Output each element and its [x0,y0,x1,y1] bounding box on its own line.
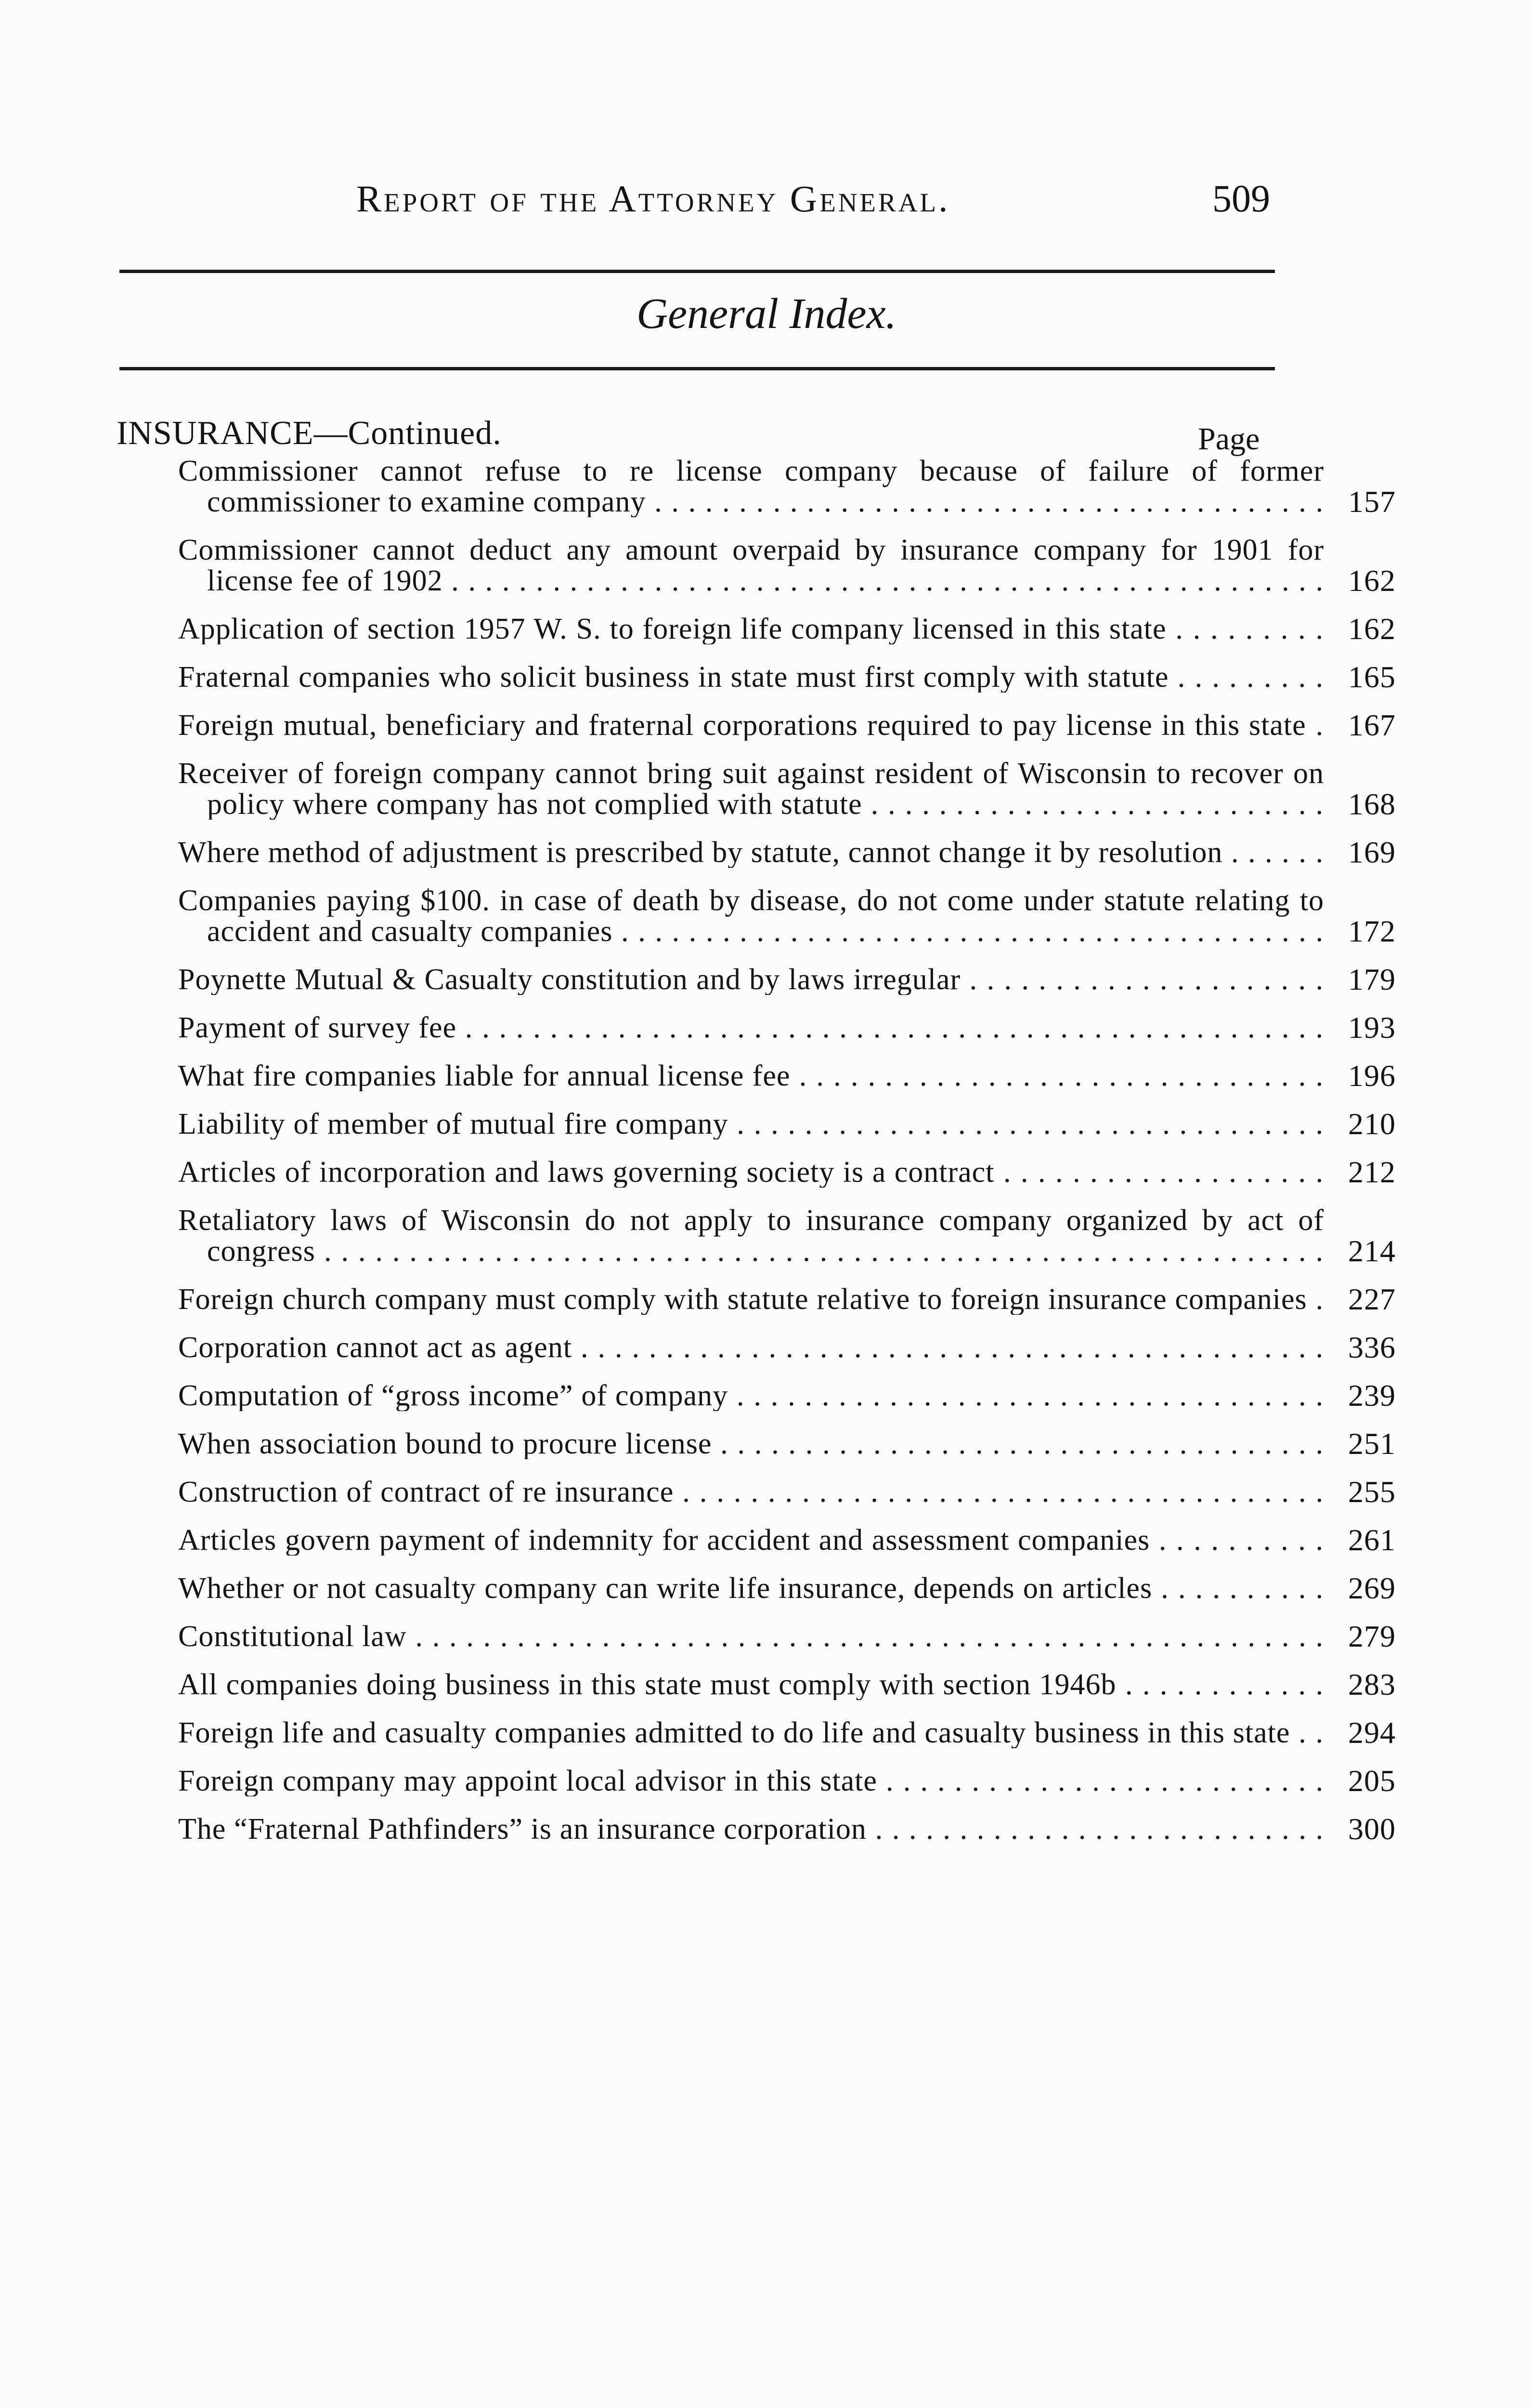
index-entry [178,710,1454,741]
index-entry [178,1060,1454,1091]
page-column-label: Page [1198,421,1260,457]
index-entry-page: 227 [1348,1282,1396,1316]
index-entry [178,614,1454,644]
index-entry-page: 193 [1348,1010,1396,1045]
index-entry-text: Retaliatory laws of Wisconsin do not apply to insurance company organized by act of congress . . . [178,1205,1324,1267]
entry-text-wrap [178,1060,1324,1091]
index-entry-page: 196 [1348,1059,1396,1093]
index-entry-text: Liability of member of mutual fire company . . . [178,1109,1324,1139]
index-entry [178,837,1454,868]
index-entry [178,1332,1454,1363]
index-entry [178,964,1454,995]
index-entry-page: 255 [1348,1475,1396,1509]
entry-text-wrap [178,837,1324,868]
index-entry-page: 205 [1348,1764,1396,1798]
index-entry-text: Payment of survey fee . . . [178,1012,1324,1043]
index-entry [178,885,1454,947]
entry-text-wrap [178,1573,1324,1604]
index-entry-page: 336 [1348,1330,1396,1364]
index-entry-page: 157 [1348,484,1396,519]
index-entry-page: 279 [1348,1619,1396,1653]
index-entry-page: 162 [1348,563,1396,598]
index-entry-text: Whether or not casualty company can write life insurance, depends on articles . . . [178,1573,1324,1604]
index-entry [178,758,1454,820]
entry-text-wrap [178,1284,1324,1315]
section-heading: General Index. [637,290,896,338]
index-entry-page: 167 [1348,708,1396,742]
index-entry [178,1012,1454,1043]
index-entry-text: Companies paying $100. in case of death by disease, do not come under statute relating to accident and casualty companies . . . [178,885,1324,947]
entry-text-wrap [178,885,1324,947]
index-entry-text: Application of section 1957 W. S. to foreign life company licensed in this state . . . [178,614,1324,644]
index-entry-text: All companies doing business in this state must comply with section 1946b . . . [178,1669,1324,1700]
index-entry [178,456,1454,517]
index-entry-text: Computation of “gross income” of company . . . [178,1380,1324,1411]
index-entry [178,1205,1454,1267]
index-entry-page: 251 [1348,1426,1396,1461]
index-entry [178,1766,1454,1796]
running-title: Report of the Attorney General. [356,178,950,220]
page-number: 509 [1212,178,1270,220]
index-entry-page: 168 [1348,787,1396,821]
index-entry-page: 165 [1348,660,1396,694]
index-entry [178,1669,1454,1700]
index-list [0,414,1533,1862]
entry-text-wrap [178,1477,1324,1507]
index-entry-text: Foreign company may appoint local advisor in this state . . . [178,1766,1324,1796]
index-entry-page: 212 [1348,1155,1396,1189]
index-entry-page: 283 [1348,1667,1396,1701]
index-entry-text: Commissioner cannot refuse to re license company because of failure of former commissioner to examine company . . . [178,456,1324,517]
index-entry [178,1477,1454,1507]
index-entry-text: Where method of adjustment is prescribed by statute, cannot change it by resolution . . . [178,837,1324,868]
index-entry-text: Articles of incorporation and laws governing society is a contract . . . [178,1157,1324,1188]
index-entry [178,1525,1454,1556]
entry-text-wrap [178,1428,1324,1459]
entry-text-wrap [178,1157,1324,1188]
index-entry-page: 172 [1348,914,1396,948]
entry-text-wrap [178,1525,1324,1556]
index-entry-page: 261 [1348,1523,1396,1557]
index-entry [178,1157,1454,1188]
index-entry [178,1109,1454,1139]
index-entry-text: Foreign life and casualty companies admitted to do life and casualty business in this state . . . [178,1717,1324,1748]
index-entry-page: 239 [1348,1378,1396,1413]
entry-text-wrap [178,1669,1324,1700]
index-entry-text: Foreign church company must comply with statute relative to foreign insurance companies . . . [178,1284,1324,1315]
index-entry [178,1717,1454,1748]
index-entry-text: Foreign mutual, beneficiary and fraternal corporations required to pay license in this state . . . [178,710,1324,741]
index-entries [0,456,1533,1845]
entry-text-wrap [178,535,1324,596]
category-line [0,414,1533,456]
top-rule [119,270,1275,273]
index-entry [178,535,1454,596]
entry-text-wrap [178,758,1324,820]
index-entry-page: 169 [1348,835,1396,869]
entry-text-wrap [178,1109,1324,1139]
index-entry-page: 294 [1348,1715,1396,1750]
index-entry-page: 214 [1348,1234,1396,1268]
index-entry-text: Fraternal companies who solicit business in state must first comply with statute . . . [178,662,1324,693]
index-entry-text: Constitutional law . . . [178,1621,1324,1652]
running-head [0,177,1533,235]
index-entry [178,1814,1454,1845]
entry-text-wrap [178,662,1324,693]
bottom-rule [119,367,1275,370]
index-entry [178,1428,1454,1459]
index-entry-text: Commissioner cannot deduct any amount overpaid by insurance company for 1901 for license fee of 1902 . . . [178,535,1324,596]
index-entry-text: Corporation cannot act as agent . . . [178,1332,1324,1363]
index-entry-text: Construction of contract of re insurance . . . [178,1477,1324,1507]
index-entry-text: What fire companies liable for annual license fee . . . [178,1060,1324,1091]
index-entry-page: 269 [1348,1571,1396,1605]
index-entry [178,662,1454,693]
entry-text-wrap [178,1332,1324,1363]
entry-text-wrap [178,456,1324,517]
index-entry [178,1621,1454,1652]
entry-text-wrap [178,1380,1324,1411]
index-entry-page: 300 [1348,1812,1396,1846]
index-entry-text: Articles govern payment of indemnity for accident and assessment companies . . . [178,1525,1324,1556]
index-category: INSURANCE—Continued. [117,415,502,452]
index-entry [178,1573,1454,1604]
entry-text-wrap [178,1814,1324,1845]
entry-text-wrap [178,1205,1324,1267]
entry-text-wrap [178,1621,1324,1652]
index-entry-text: When association bound to procure license . . . [178,1428,1324,1459]
entry-text-wrap [178,614,1324,644]
index-entry [178,1284,1454,1315]
index-entry-text: Receiver of foreign company cannot bring suit against resident of Wisconsin to recover on policy where company has not complied with statute . . . [178,758,1324,820]
entry-text-wrap [178,710,1324,741]
entry-text-wrap [178,1717,1324,1748]
index-entry-text: The “Fraternal Pathfinders” is an insurance corporation . . . [178,1814,1324,1845]
index-entry-text: Poynette Mutual & Casualty constitution and by laws irregular . . . [178,964,1324,995]
entry-text-wrap [178,1766,1324,1796]
index-entry-page: 162 [1348,612,1396,646]
index-entry [178,1380,1454,1411]
index-entry-page: 210 [1348,1107,1396,1141]
index-entry-page: 179 [1348,962,1396,996]
entry-text-wrap [178,964,1324,995]
entry-text-wrap [178,1012,1324,1043]
